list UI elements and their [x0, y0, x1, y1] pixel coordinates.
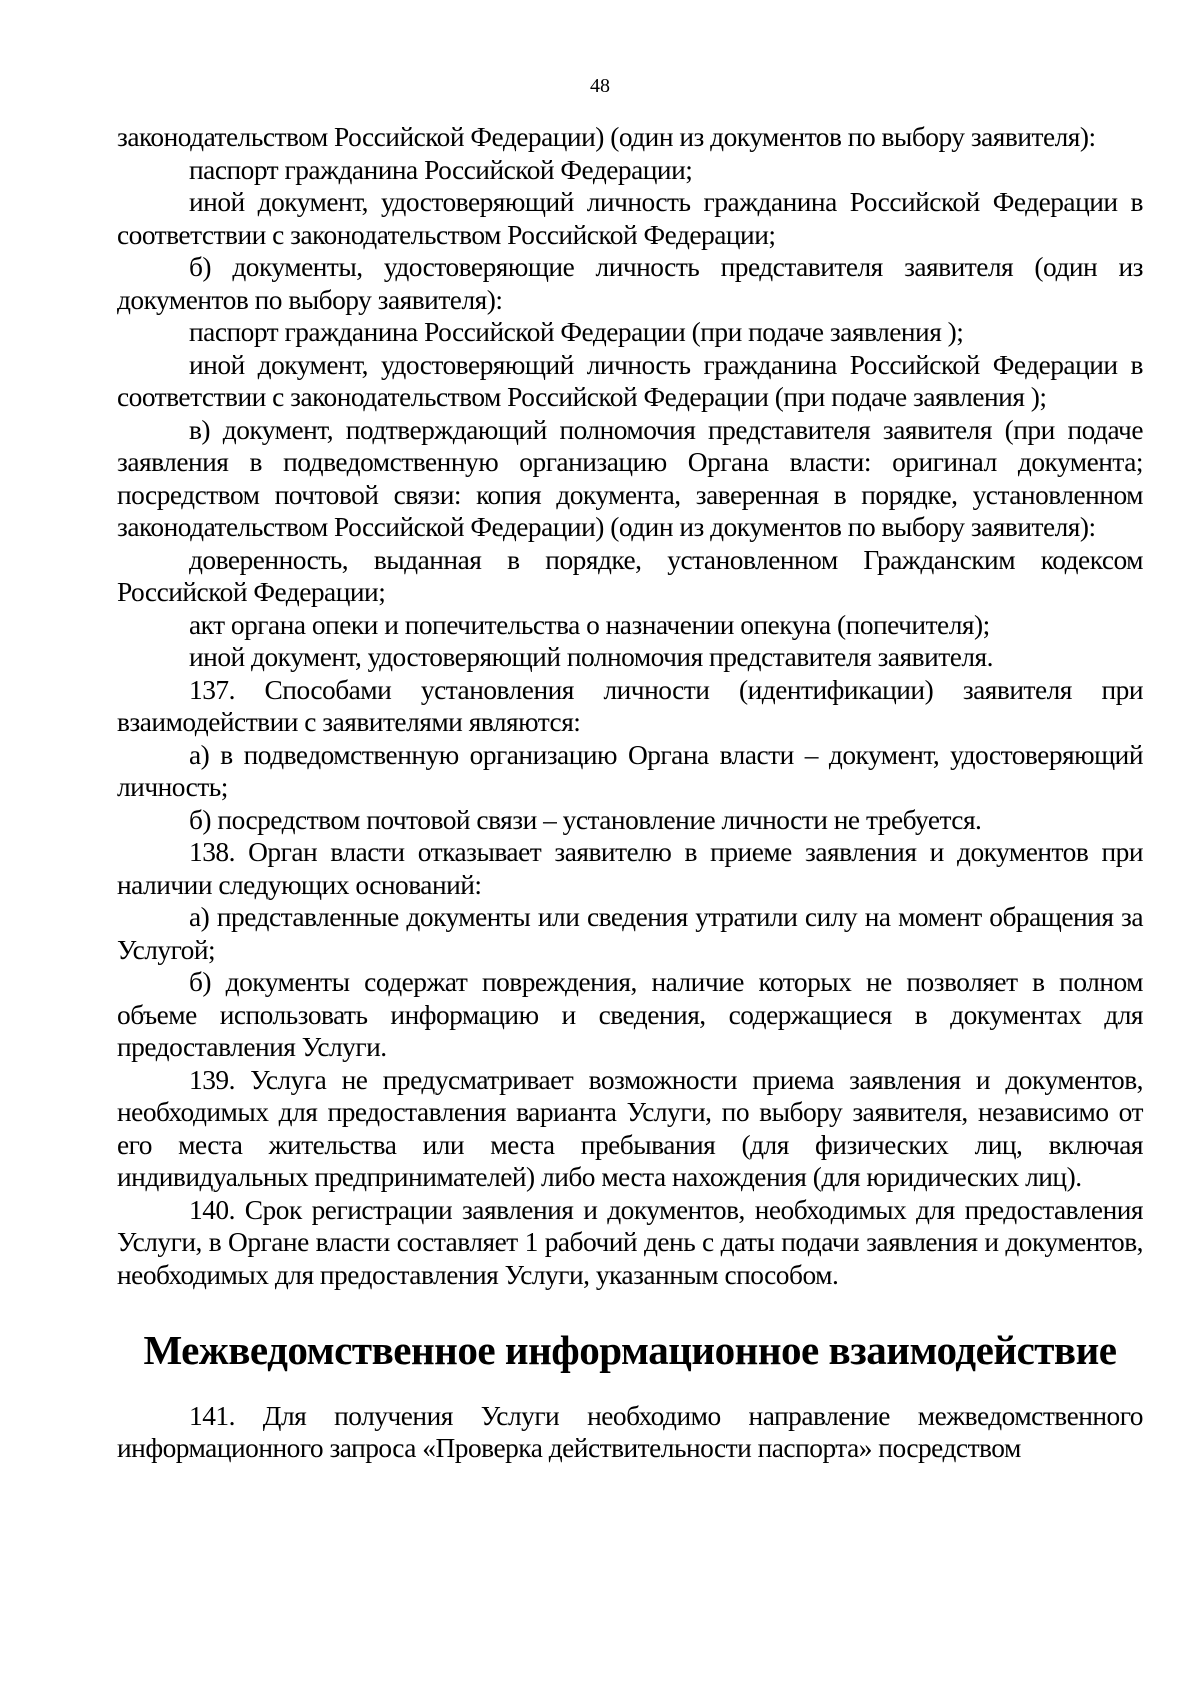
paragraph: паспорт гражданина Российской Федерации (при подаче заявления ); [189, 317, 964, 347]
paragraph: б) посредством почтовой связи – установление личности не требуется. [189, 804, 982, 835]
paragraph: доверенность, выданная в порядке, установленном Гражданским кодексом Российской Федерации; [117, 544, 1143, 607]
paragraph-138: 138. Орган власти отказывает заявителю в приеме заявления и документов при наличии следующих оснований: [117, 837, 1143, 900]
paragraph-140: 140. Срок регистрации заявления и документов, необходимых для предоставления Услуги, в Органе власти составляет 1 рабочий день с даты подачи заявления и документов, необходимых для предоставления Услуги, указанным способом. [117, 1194, 1143, 1290]
paragraph-141: 141. Для получения Услуги необходимо направление межведомственного информационного запроса «Проверка действительности паспорта» посредством [117, 1400, 1143, 1463]
paragraph: а) представленные документы или сведения утратили силу на момент обращения за Услугой; [117, 902, 1143, 965]
paragraph-137: 137. Способами установления личности (идентификации) заявителя при взаимодействии с заявителями являются: [117, 674, 1143, 737]
paragraph: паспорт гражданина Российской Федерации; [189, 154, 693, 185]
paragraph: а) в подведомственную организацию Органа власти – документ, удостоверяющий личность; [117, 739, 1143, 802]
paragraph: б) документы содержат повреждения, наличие которых не позволяет в полном объеме использовать информацию и сведения, содержащиеся в документах для предоставления Услуги. [117, 967, 1143, 1062]
section-heading: Межведомственное информационное взаимодействие [143, 1327, 1117, 1373]
page-number: 48 [590, 75, 610, 97]
document-body [117, 121, 1143, 1465]
paragraph: иной документ, удостоверяющий личность гражданина Российской Федерации в соответствии с законодательством Российской Федерации (при подаче заявления ); [117, 349, 1143, 412]
paragraph: в) документ, подтверждающий полномочия представителя заявителя (при подаче заявления в подведомственную организацию Органа власти: оригинал документа; посредством почтовой связи: копия документа, заверенная в порядке, установленном законодательством Российской Федерации) (один из документов по выбору заявителя): [117, 414, 1143, 542]
paragraph: акт органа опеки и попечительства о назначении опекуна (попечителя); [189, 609, 990, 640]
paragraph: б) документы, удостоверяющие личность представителя заявителя (один из документов по выбору заявителя): [117, 252, 1143, 315]
paragraph: законодательством Российской Федерации) (один из документов по выбору заявителя): [117, 122, 1096, 152]
paragraph: иной документ, удостоверяющий полномочия представителя заявителя. [189, 642, 993, 672]
paragraph: иной документ, удостоверяющий личность гражданина Российской Федерации в соответствии с законодательством Российской Федерации; [117, 187, 1143, 250]
paragraph-139: 139. Услуга не предусматривает возможности приема заявления и документов, необходимых для предоставления варианта Услуги, по выбору заявителя, независимо от его места жительства или места пребывания (для физических лиц, включая индивидуальных предпринимателей) либо места нахождения (для юридических лиц). [117, 1064, 1143, 1192]
